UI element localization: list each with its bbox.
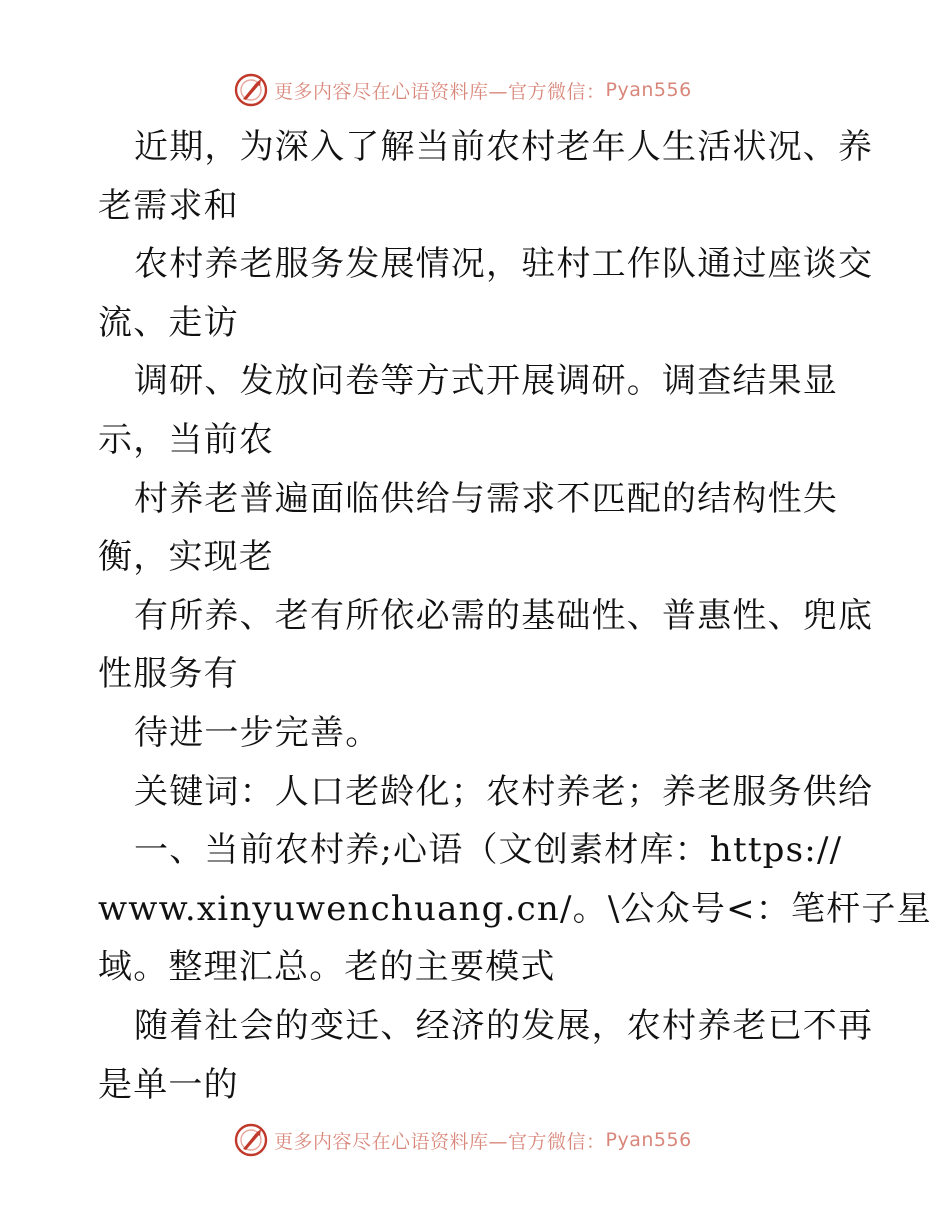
watermark-text: 更多内容尽在心语资料库—官方微信：	[274, 1130, 606, 1153]
text-line: 衡，实现老	[98, 537, 274, 578]
text-line: 近期，为深入了解当前农村老年人生活状况、养	[134, 127, 874, 167]
text-line: 域。整理汇总。老的主要模式	[98, 947, 556, 988]
text-line: 调研、发放问卷等方式开展调研。调查结果显	[134, 361, 838, 402]
text-line: 流、走访	[98, 302, 239, 343]
text-line: www.xinyuwenchuang.cn/。\公众号<：笔杆子星	[98, 888, 932, 929]
text-line: 老需求和	[98, 185, 239, 226]
text-line: 待进一步完善。	[134, 712, 381, 753]
watermark-footer	[234, 1120, 734, 1160]
text-line: 有所养、老有所依必需的基础性、普惠性、兜底	[134, 595, 874, 636]
watermark-handle: Pyan556	[605, 79, 692, 101]
text-line: 示，当前农	[98, 419, 274, 460]
watermark-header	[234, 70, 734, 110]
keywords-line: 关键词：人口老龄化；农村养老；养老服务供给	[134, 771, 874, 812]
text-line: 随着社会的变迁、经济的发展，农村养老已不再	[134, 1005, 874, 1046]
quill-logo-icon	[234, 1123, 268, 1157]
section-heading-line: 一、当前农村养;心语（文创素材库：https://	[134, 830, 843, 871]
text-line: 农村养老服务发展情况，驻村工作队通过座谈交	[134, 244, 874, 285]
quill-logo-icon	[234, 73, 268, 107]
text-line: 村养老普遍面临供给与需求不匹配的结构性失	[134, 478, 838, 519]
document-body	[98, 118, 932, 1114]
watermark-text: 更多内容尽在心语资料库—官方微信：	[274, 80, 606, 103]
watermark-handle: Pyan556	[605, 1129, 692, 1151]
text-line: 性服务有	[98, 654, 239, 695]
text-line: 是单一的	[98, 1064, 239, 1105]
